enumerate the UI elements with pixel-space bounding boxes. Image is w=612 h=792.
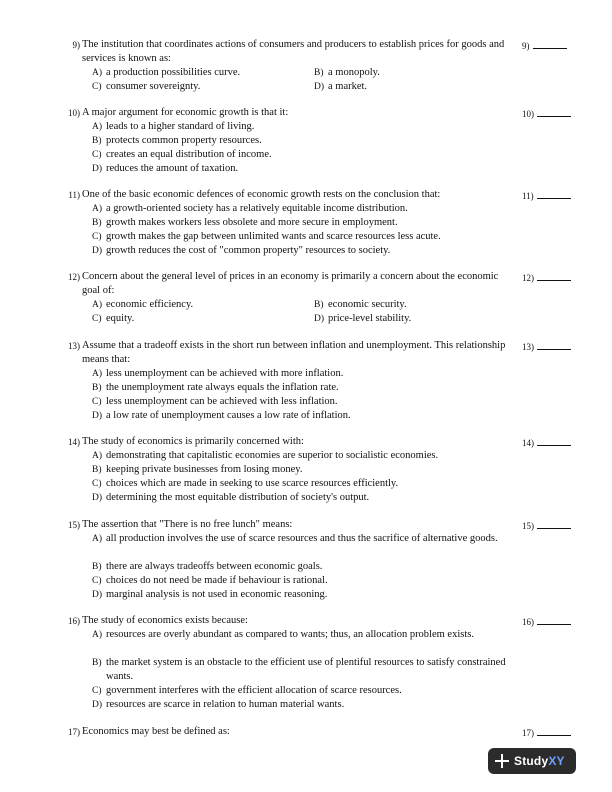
- answer-blank[interactable]: 9): [522, 40, 582, 52]
- option-c: C) government interferes with the efficient allocation of scarce resources.: [92, 685, 402, 696]
- question-stem: Concern about the general level of prices in an economy is primarily a concern about the economic goal of:: [82, 271, 499, 296]
- answer-blank[interactable]: 16): [522, 616, 582, 628]
- question-number: 14): [68, 437, 80, 447]
- plus-icon: [495, 754, 509, 768]
- answer-blank[interactable]: 12): [522, 272, 582, 284]
- question-number: 15): [68, 520, 80, 530]
- option-b: B) growth makes workers less obsolete and more secure in employment.: [92, 217, 398, 228]
- option-a: A) economic efficiency.: [92, 299, 194, 310]
- question-stem: The study of economics exists because:: [82, 615, 248, 626]
- question-stem: Assume that a tradeoff exists in the short run between inflation and unemployment. This relationship means that:: [82, 340, 506, 365]
- option-a: A) leads to a higher standard of living.: [92, 121, 255, 132]
- option-c: C) growth makes the gap between unlimited wants and scarce resources less acute.: [92, 231, 441, 242]
- option-c: C) creates an equal distribution of income.: [92, 149, 272, 160]
- option-a: A) resources are overly abundant as compared to wants; thus, an allocation problem exists.: [92, 629, 474, 640]
- question-number: 12): [68, 272, 80, 282]
- answer-blank[interactable]: 11): [522, 190, 582, 202]
- answer-blank[interactable]: 17): [522, 727, 582, 739]
- question-number: 16): [68, 616, 80, 626]
- answer-blank[interactable]: 13): [522, 341, 582, 353]
- option-d: D) determining the most equitable distribution of society's output.: [92, 492, 370, 503]
- option-c: C) less unemployment can be achieved with less inflation.: [92, 396, 338, 407]
- option-d: D) reduces the amount of taxation.: [92, 163, 239, 174]
- option-c: C) choices do not need be made if behaviour is rational.: [92, 575, 328, 586]
- option-d: D) a low rate of unemployment causes a low rate of inflation.: [92, 410, 351, 421]
- question-number: 17): [68, 727, 80, 737]
- question-number: 10): [68, 108, 80, 118]
- option-d: D) resources are scarce in relation to human material wants.: [92, 699, 345, 710]
- option-d: D) marginal analysis is not used in economic reasoning.: [92, 589, 328, 600]
- option-a: A) a growth-oriented society has a relatively equitable income distribution.: [92, 203, 408, 214]
- option-b: B) the unemployment rate always equals the inflation rate.: [92, 382, 339, 393]
- studyxy-badge[interactable]: [488, 748, 576, 774]
- question-stem: Economics may best be defined as:: [82, 726, 230, 737]
- option-b: B) keeping private businesses from losing money.: [92, 464, 303, 475]
- option-c: C) consumer sovereignty.: [92, 81, 201, 92]
- option-d: D) growth reduces the cost of "common property" resources to society.: [92, 245, 391, 256]
- question-stem: The assertion that "There is no free lunch" means:: [82, 519, 293, 530]
- option-b: B) the market system is an obstacle to the efficient use of plentiful resources to satisfy constrained wants.: [92, 657, 506, 682]
- option-d: D) price-level stability.: [314, 313, 412, 324]
- question-number: 13): [68, 341, 80, 351]
- question-stem: The study of economics is primarily concerned with:: [82, 436, 304, 447]
- option-a: A) less unemployment can be achieved with more inflation.: [92, 368, 344, 379]
- option-b: B) there are always tradeoffs between economic goals.: [92, 561, 323, 572]
- option-c: C) choices which are made in seeking to use scarce resources efficiently.: [92, 478, 399, 489]
- question-number: 9): [72, 40, 80, 50]
- question-stem: The institution that coordinates actions of consumers and producers to establish prices for goods and services is known as:: [82, 39, 505, 64]
- brand-wordmark: StudyXY: [514, 754, 565, 768]
- question-stem: One of the basic economic defences of economic growth rests on the conclusion that:: [82, 189, 441, 200]
- option-d: D) a market.: [314, 81, 368, 92]
- option-c: C) equity.: [92, 313, 135, 324]
- question-number: 11): [68, 190, 80, 200]
- option-a: A) a production possibilities curve.: [92, 67, 241, 78]
- option-b: B) economic security.: [314, 299, 407, 310]
- option-a: A) demonstrating that capitalistic economies are superior to socialistic economies.: [92, 450, 439, 461]
- option-b: B) a monopoly.: [314, 67, 380, 78]
- option-a: A) all production involves the use of scarce resources and thus the sacrifice of alternative goods.: [92, 533, 498, 544]
- question-stem: A major argument for economic growth is that it:: [82, 107, 289, 118]
- answer-blank[interactable]: 10): [522, 108, 582, 120]
- option-b: B) protects common property resources.: [92, 135, 262, 146]
- answer-blank[interactable]: 14): [522, 437, 582, 449]
- answer-blank[interactable]: 15): [522, 520, 582, 532]
